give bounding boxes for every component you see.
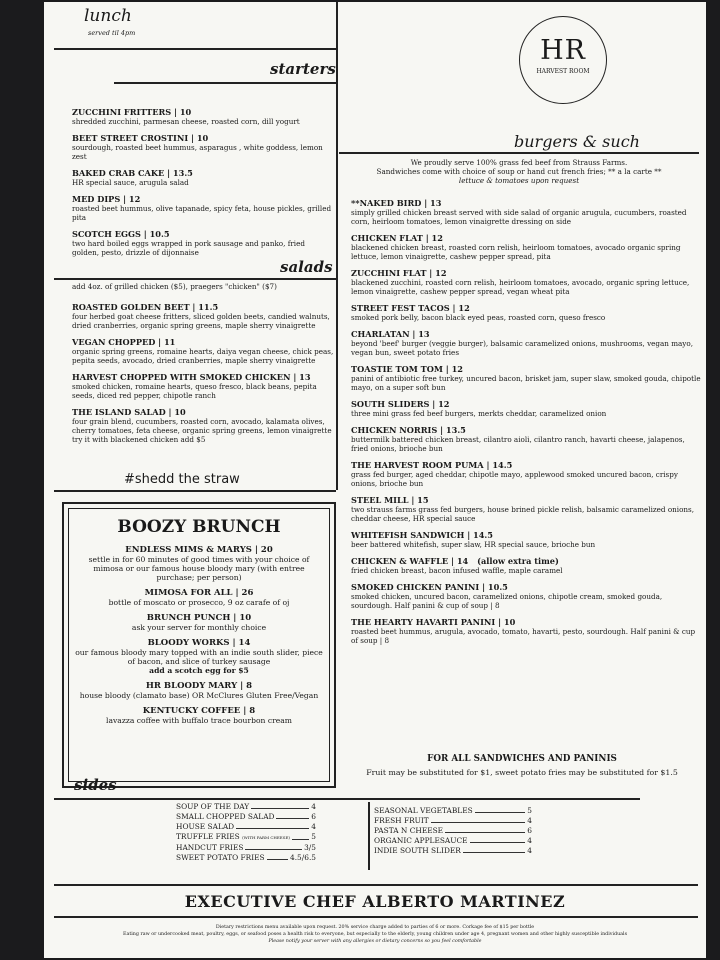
burgers-rule [339, 152, 699, 154]
side-item: INDIE SOUTH SLIDER 4 [374, 846, 532, 855]
burger-item: STEEL MILL | 15 two strauss farms grass fed burgers, house brined pickle relish, balsamic caramelized onions, cheddar cheese, HR special sauce [351, 495, 695, 523]
burger-item: CHICKEN FLAT | 12 blackened chicken breast, roasted corn relish, heirloom tomatoes, avocado organic spring lettuce, lemon vinaigrette, cashew pepper spread, pita [351, 233, 681, 261]
burger-item: CHICKEN & WAFFLE | 14 (allow extra time) fried chicken breast, bacon infused waffle, maple caramel [351, 556, 563, 575]
starter-item: BAKED CRAB CAKE | 13.5 HR special sauce, arugula salad [72, 168, 193, 187]
burger-item: WHITEFISH SANDWICH | 14.5 beer battered whitefish, super slaw, HR special sauce, brioche bun [351, 530, 596, 549]
footer-line-1: Dietary restrictions menu available upon request. 20% service charge added to parties of 6 or more. Corkage fee of $15 per bottle [215, 925, 535, 930]
boozy-heading: BOOZY BRUNCH [117, 517, 281, 537]
side-item: SOUP OF THE DAY 4 [176, 802, 316, 811]
boozy-item: BLOODY WORKS | 14 our famous bloody mary topped with an indie south slider, piece of bacon, and slice of turkey sausage add a scotch egg for $5 [75, 638, 323, 675]
footer-line-2: Eating raw or undercooked meat, poultry, eggs, or seafood poses a health risk to everyone, but especially to the elderly, young children under age 4, pregnant women and other highly susceptible individuals [122, 932, 628, 937]
starters-rule [114, 82, 336, 84]
burger-item: THE HARVEST ROOM PUMA | 14.5 grass fed burger, aged cheddar, chipotle mayo, applewood smoked uncured bacon, crispy onions, brioche bun [351, 460, 678, 488]
burgers-footer: FOR ALL SANDWICHES AND PANINIS Fruit may be substituted for $1, sweet potato fries may be substituted for $1.5 [366, 754, 678, 777]
burgers-intro: We proudly serve 100% grass fed beef from Strauss Farms. Sandwiches come with choice of soup or hand cut french fries; ** a la carte ** lettuce & tomatoes upon request [376, 158, 662, 185]
column-divider [336, 2, 338, 490]
sides-right-list [374, 806, 532, 856]
burger-item: **NAKED BIRD | 13 simply grilled chicken breast served with side salad of organic arugula, cucumbers, roasted corn, heirloom tomatoes, lemon vinaigrette dressing on side [351, 198, 687, 226]
boozy-brunch-box [62, 502, 336, 788]
burger-item: THE HEARTY HAVARTI PANINI | 10 roasted beet hummus, arugula, avocado, tomato, havarti, pesto, sourdough. Half panini & cup of soup | 8 [351, 617, 696, 645]
starter-item: BEET STREET CROSTINI | 10 sourdough, roasted beet hummus, asparagus , white goddess, lemon zest [72, 133, 323, 161]
salads-addon: add 4oz. of grilled chicken ($5), praegers "chicken" ($7) [72, 282, 277, 291]
logo-letters: HR [540, 35, 586, 66]
starters-heading: starters [270, 60, 336, 78]
footer-line-3: Please notify your server with any allergies or dietary concerns so you feel comfortable [268, 939, 482, 944]
boozy-item: MIMOSA FOR ALL | 26 bottle of moscato or prosecco, 9 oz carafe of oj [108, 588, 290, 607]
burger-item: TOASTIE TOM TOM | 12 panini of antibiotic free turkey, uncured bacon, brisket jam, super slaw, smoked gouda, chipotle mayo, on a super soft bun [351, 364, 701, 392]
salad-item: VEGAN CHOPPED | 11 organic spring greens, romaine hearts, daiya vegan cheese, chick peas, pepita seeds, avocado, dried cranberries, maple sherry vinaigrette [72, 337, 334, 365]
side-item: SEASONAL VEGETABLES 5 [374, 806, 532, 815]
sides-heading: sides [74, 776, 117, 794]
salads-list [72, 282, 334, 451]
lunch-heading: lunch [84, 6, 132, 26]
hashtag: #shedd the straw [124, 472, 240, 487]
salad-item: THE ISLAND SALAD | 10 four grain blend, cucumbers, roasted corn, avocado, kalamata olives, cherry tomatoes, feta cheese, organic spring greens, lemon vinaigrette try it with blackened chicken add $5 [72, 407, 332, 444]
sides-rule [54, 798, 640, 800]
burger-item: SOUTH SLIDERS | 12 three mini grass fed beef burgers, merkts cheddar, caramelized onion [351, 399, 607, 418]
salad-item: HARVEST CHOPPED WITH SMOKED CHICKEN | 13 smoked chicken, romaine hearts, queso fresco, black beans, pepita seeds, diced red pepper, chipotle ranch [72, 372, 317, 400]
burger-item: STREET FEST TACOS | 12 smoked pork belly, bacon black eyed peas, roasted corn, queso fresco [351, 303, 606, 322]
salads-bottom-rule [54, 490, 336, 492]
burger-item: CHICKEN NORRIS | 13.5 buttermilk battered chicken breast, cilantro aioli, cilantro ranch, havarti cheese, jalapenos, fried onions, brioche bun [351, 425, 685, 453]
side-item: HANDCUT FRIES 3/5 [176, 843, 316, 852]
salads-rule [54, 278, 336, 280]
chef-name: EXECUTIVE CHEF ALBERTO MARTINEZ [184, 892, 566, 911]
boozy-item: HR BLOODY MARY | 8 house bloody (clamato base) OR McClures Gluten Free/Vegan [79, 681, 319, 700]
boozy-item: KENTUCKY COFFEE | 8 lavazza coffee with buffalo trace bourbon cream [106, 706, 292, 725]
boozy-item: BRUNCH PUNCH | 10 ask your server for monthly choice [131, 613, 267, 632]
sides-divider [368, 802, 370, 870]
harvest-room-logo [519, 16, 607, 104]
starters-list [72, 107, 334, 264]
logo-name: HARVEST ROOM [536, 68, 590, 75]
burger-item: ZUCCHINI FLAT | 12 blackened zucchini, roasted corn relish, heirloom tomatoes, avocado, organic spring lettuce, lemon vinaigrette, cashew pepper spread, vegan wheat pita [351, 268, 690, 296]
starter-item: SCOTCH EGGS | 10.5 two hard boiled eggs wrapped in pork sausage and panko, fried golden, pesto, drizzle of dijonnaise [72, 229, 305, 257]
starter-item: ZUCCHINI FRITTERS | 10 shredded zucchini, parmesan cheese, roasted corn, dill yogurt [72, 107, 300, 126]
salads-heading: salads [280, 258, 333, 276]
starter-item: MED DIPS | 12 roasted beet hummus, olive tapanade, spicy feta, house pickles, grilled pita [72, 194, 332, 222]
burgers-list [351, 198, 701, 652]
lunch-rule [54, 48, 336, 50]
chef-rule-top [54, 884, 698, 886]
served-until: served til 4pm [88, 29, 136, 37]
burger-item: SMOKED CHICKEN PANINI | 10.5 smoked chicken, uncured bacon, caramelized onions, chipotle cream, smoked gouda, sourdough. Half panini & cup of soup | 8 [351, 582, 663, 610]
side-item: SWEET POTATO FRIES 4.5/6.5 [176, 853, 316, 862]
side-item: PASTA N CHEESE 6 [374, 826, 532, 835]
side-item: HOUSE SALAD 4 [176, 822, 316, 831]
side-item: ORGANIC APPLESAUCE 4 [374, 836, 532, 845]
boozy-item: ENDLESS MIMS & MARYS | 20 settle in for 60 minutes of good times with your choice of mimosa or our famous house bloody mary (with entree purchase; per person) [88, 545, 310, 582]
chef-rule-bottom [54, 916, 698, 918]
boozy-list [75, 545, 323, 725]
footer-notes [44, 924, 706, 945]
burger-item: CHARLATAN | 13 beyond 'beef' burger (veggie burger), balsamic caramelized onions, mushrooms, vegan mayo, vegan bun, sweet potato fries [351, 329, 693, 357]
side-item: FRESH FRUIT 4 [374, 816, 532, 825]
burgers-heading: burgers & such [514, 132, 640, 151]
sides-left-list [176, 802, 316, 863]
boozy-brunch-inner [68, 508, 330, 782]
side-item: SMALL CHOPPED SALAD 6 [176, 812, 316, 821]
menu-page [44, 2, 706, 958]
side-item: TRUFFLE FRIES (WITH PARM CHEESE) 5 [176, 832, 316, 841]
salad-item: ROASTED GOLDEN BEET | 11.5 four herbed goat cheese fritters, sliced golden beets, candied walnuts, dried cranberries, organic spring greens, maple sherry vinaigrette [72, 302, 330, 330]
